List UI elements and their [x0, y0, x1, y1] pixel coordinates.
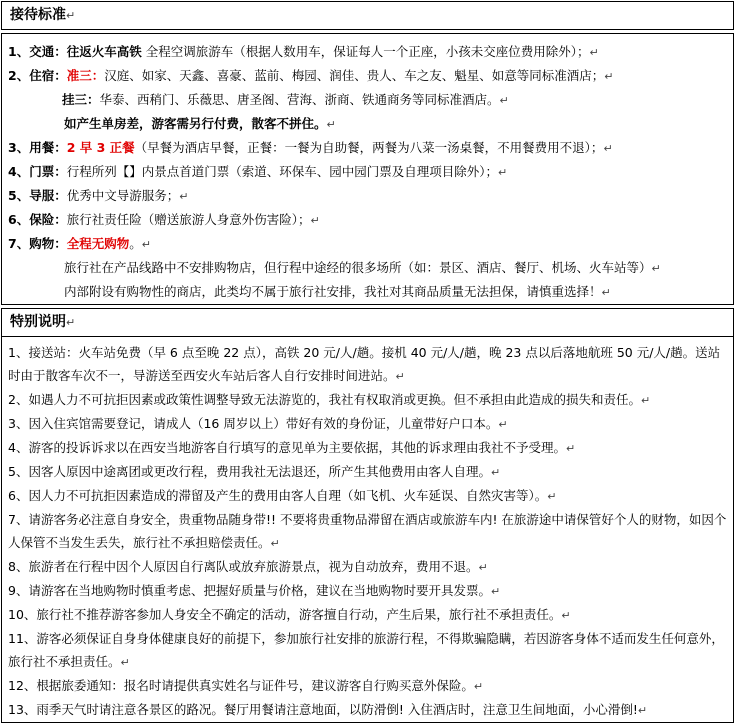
reception-item-room-note	[8, 112, 727, 136]
paragraph-mark-icon: ↵	[326, 118, 336, 131]
special-item	[8, 412, 727, 436]
paragraph-mark-icon: ↵	[565, 442, 576, 455]
item-tag: 全程无购物	[66, 236, 130, 251]
paragraph-mark-icon: ↵	[561, 609, 571, 622]
paragraph-mark-icon: ↵	[141, 238, 151, 251]
reception-header	[2, 2, 734, 30]
paragraph-mark-icon: ↵	[395, 370, 405, 383]
paragraph-mark-icon: ↵	[589, 46, 599, 59]
paragraph-mark-icon: ↵	[270, 537, 280, 550]
reception-title: 接待标准	[10, 7, 66, 23]
special-item	[8, 627, 727, 674]
special-item	[8, 436, 727, 460]
special-item-text: 5、因客人原因中途离团或更改行程，费用我社无法退还，所产生其他费用由客人自理。	[8, 464, 491, 479]
item-label: 保险：	[29, 212, 67, 227]
item-text: 优秀中文导游服务；	[66, 188, 180, 203]
itinerary-table	[1, 1, 734, 723]
special-item-text: 2、如遇人力不可抗拒因素或政策性调整导致无法游览的，我社有权取消或更换。但不承担由此造成的损失和责任。	[8, 392, 641, 407]
special-item-text: 7、请游客务必注意自身安全，贵重物品随身带!! 不要将贵重物品滞留在酒店或旅游车内! 在旅游途中请保管好个人的财物，如因个人保管不当发生丢失，旅行社不承担赔偿责任。	[8, 512, 727, 550]
item-tag: 挂三：	[62, 92, 100, 107]
item-number: 7、	[8, 236, 30, 251]
special-item	[8, 508, 727, 555]
item-text: 内部附设有购物性的商店，此类均不属于旅行社安排，我社对其商品质量无法担保，请慎重选择！	[64, 284, 602, 299]
special-item-text: 3、因入住宾馆需要登记，请成人（16 周岁以上）带好有效的身份证，儿童带好户口本。	[8, 416, 499, 431]
reception-item-hotel	[8, 64, 727, 88]
paragraph-mark-icon: ↵	[498, 418, 508, 431]
special-item-text: 9、请游客在当地购物时慎重考虑、把握好质量与价格，建议在当地购物时要开具发票。	[8, 583, 491, 598]
item-number: 2、	[8, 68, 30, 83]
special-item	[8, 388, 727, 412]
paragraph-mark-icon: ↵	[547, 490, 557, 503]
reception-item-meals	[8, 136, 727, 160]
item-text: 汉庭、如家、天鑫、喜豪、蓝前、梅园、润佳、贵人、车之友、魁星、如意等同标准酒店；	[104, 68, 605, 83]
reception-shopping-note-2	[8, 280, 727, 304]
item-tag: 准三：	[66, 68, 105, 83]
paragraph-mark-icon: ↵	[637, 704, 648, 717]
special-item	[8, 674, 727, 698]
reception-item-shopping	[8, 232, 727, 256]
special-item-text: 8、旅游者在行程中因个人原因自行离队或放弃旅游景点，视为自动放弃，费用不退。	[8, 559, 479, 574]
item-label: 导服：	[29, 188, 67, 203]
special-item	[8, 555, 727, 579]
paragraph-mark-icon: ↵	[120, 656, 130, 669]
paragraph-mark-icon: ↵	[603, 142, 613, 155]
special-item-text: 1、接送站：火车站免费（早 6 点至晚 22 点），高铁 20 元/人/趟。接机 40 元/人/趟，晚 23 点以后落地航班 50 元/人/趟。送站时由于散客车次不一，导游送至西安火车站后客人自行安排时间进站。	[8, 345, 721, 383]
special-item	[8, 698, 727, 722]
paragraph-mark-icon: ↵	[640, 394, 651, 407]
item-number: 1、	[8, 44, 30, 59]
item-highlight: 往返火车高铁	[66, 44, 142, 59]
item-label: 门票：	[29, 164, 67, 179]
special-item-text: 10、旅行社不推荐游客参加人身安全不确定的活动，游客擅自行动，产生后果，旅行社不承担责任。	[8, 607, 562, 622]
paragraph-mark-icon: ↵	[499, 94, 509, 107]
reception-item-guide	[8, 184, 727, 208]
reception-item-tickets	[8, 160, 727, 184]
paragraph-mark-icon: ↵	[601, 286, 611, 299]
item-text: 华泰、西稍门、乐薇思、唐圣阁、营海、浙商、铁通商务等同标准酒店。	[99, 92, 500, 107]
special-item	[8, 579, 727, 603]
item-number: 5、	[8, 188, 30, 203]
special-item-text: 13、雨季天气时请注意各景区的路况。餐厅用餐请注意地面，以防滑倒! 入住酒店时，注意卫生间地面，小心滑倒!	[8, 702, 638, 717]
special-item	[8, 603, 727, 627]
paragraph-mark-icon: ↵	[478, 561, 488, 574]
paragraph-mark-icon: ↵	[66, 9, 76, 22]
reception-shopping-note-1	[8, 256, 727, 280]
special-header	[2, 309, 734, 337]
reception-item-transport	[8, 40, 727, 64]
item-text: 全程空调旅游车（根据人数用车，保证每人一个正座，小孩未交座位费用除外）；	[145, 44, 590, 59]
paragraph-mark-icon: ↵	[66, 316, 76, 329]
paragraph-mark-icon: ↵	[490, 585, 501, 598]
paragraph-mark-icon: ↵	[310, 214, 320, 227]
item-number: 6、	[8, 212, 30, 227]
item-label: 购物：	[29, 236, 67, 251]
item-text: （早餐为酒店早餐，正餐：一餐为自助餐，两餐为八菜一汤桌餐，不用餐费用不退）；	[134, 140, 604, 155]
paragraph-mark-icon: ↵	[604, 70, 614, 83]
item-text: 旅行社责任险（赠送旅游人身意外伤害险）；	[66, 212, 311, 227]
item-number: 3、	[8, 140, 30, 155]
reception-body	[2, 34, 734, 305]
item-label: 住宿：	[29, 68, 67, 83]
paragraph-mark-icon: ↵	[497, 166, 508, 179]
special-item-text: 4、游客的投诉诉求以在西安当地游客自行填写的意见单为主要依据，其他的诉求理由我社不予受理。	[8, 440, 566, 455]
item-text: 旅行社在产品线路中不安排购物店，但行程中途经的很多场所（如：景区、酒店、餐厅、机场、火车站等）	[64, 260, 652, 275]
item-number: 4、	[8, 164, 30, 179]
item-tag: 2 早 3 正餐	[66, 140, 135, 155]
special-item	[8, 484, 727, 508]
paragraph-mark-icon: ↵	[490, 466, 501, 479]
reception-item-hotel-alt	[8, 88, 727, 112]
item-label: 交通：	[29, 44, 67, 59]
special-item-text: 12、根据旅委通知：报名时请提供真实姓名与证件号，建议游客自行购买意外保险。	[8, 678, 474, 693]
special-item	[8, 460, 727, 484]
item-note: 如产生单房差，游客需另行付费，散客不拼住。	[64, 116, 327, 131]
paragraph-mark-icon: ↵	[651, 262, 661, 275]
item-text: 行程所列【】内景点首道门票（索道、环保车、园中园门票及自理项目除外）；	[66, 164, 498, 179]
paragraph-mark-icon: ↵	[179, 190, 189, 203]
reception-item-insurance	[8, 208, 727, 232]
special-title: 特别说明	[10, 314, 66, 330]
special-item	[8, 341, 727, 388]
paragraph-mark-icon: ↵	[473, 680, 484, 693]
special-body	[2, 337, 734, 723]
special-item-text: 6、因人力不可抗拒因素造成的滞留及产生的费用由客人自理（如飞机、火车延误、自然灾害等）。	[8, 488, 548, 503]
special-item-text: 11、游客必须保证自身身体健康良好的前提下，参加旅行社安排的旅游行程，不得欺骗隐瞒，若因游客身体不适而发生任何意外，旅行社不承担责任。	[8, 631, 724, 669]
item-label: 用餐：	[29, 140, 67, 155]
item-text: 。	[129, 236, 142, 251]
